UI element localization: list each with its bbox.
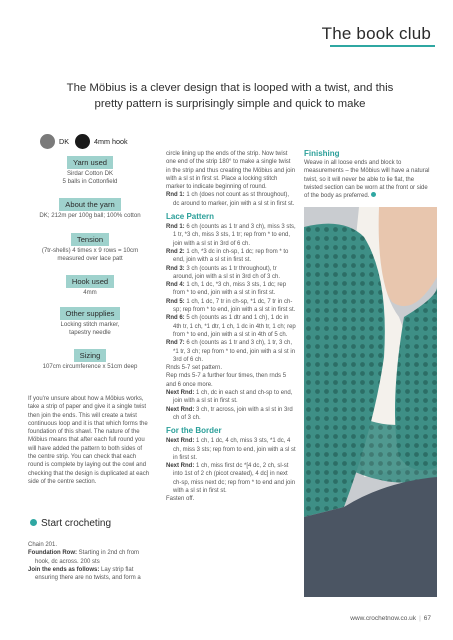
- page-title: The book club: [321, 24, 431, 43]
- sizing-text: 107cm circumference x 51cm deep: [42, 363, 138, 370]
- lace-round: Rnd 1: 6 ch (counts as 1 tr and 3 ch), miss 3 sts, 1 tr, *3 ch, miss 3 sts, 1 tr; rep from * to end, join with a sl st in 3rd of 6 ch.: [166, 224, 296, 247]
- level-label: DK: [59, 137, 69, 146]
- lace-round: Rnd 7: 6 ch (counts as 1 tr and 3 ch), 1 tr, 3 ch, *1 tr, 3 ch; rep from * to end, join with a sl st in 3rd of 6 ch.: [166, 340, 296, 363]
- page-footer: www.crochetnow.co.uk | 67: [350, 615, 431, 622]
- yarn-used-text: Sirdar Cotton DK 5 balls in Cottonfield: [62, 170, 118, 186]
- lace-round: Rnd 3: 3 ch (counts as 1 tr throughout), tr around, join with a sl st in 3rd ch of 3 ch.: [166, 265, 281, 280]
- end-dot-icon: [371, 192, 376, 197]
- tension-heading: Tension: [28, 233, 152, 246]
- lace-pattern-heading: Lace Pattern: [166, 212, 215, 222]
- lace-round: Rnd 5: 1 ch, 1 dc, 7 tr in ch-sp, *1 dc, 7 tr in ch-sp; rep from * to end, join with a sl st in first st.: [166, 298, 296, 314]
- border-heading: For the Border: [166, 426, 222, 436]
- finishing-heading: Finishing: [304, 149, 340, 158]
- start-crocheting-body: Chain 201. Foundation Row: Starting in 2nd ch from hook, dc across. 200 sts Join the ends as follows: Lay strip flat ensuring there are no twists, and form a: [28, 542, 141, 582]
- finishing-text: Weave in all loose ends and block to measurements – the Möbius will have a natural twist, so it will never be able to lie flat, the twisted section can be worn at the front or side of the body as preferred.: [304, 160, 430, 200]
- about-yarn-text: DK; 212m per 100g ball; 100% cotton: [39, 212, 141, 219]
- other-supplies-heading: Other supplies: [28, 307, 152, 320]
- lace-round: Rnd 2: 1 ch, *3 dc in ch-sp, 1 dc; rep from * to end, join with a sl st in first st.: [166, 248, 289, 264]
- bullet-dot-icon: [30, 519, 37, 526]
- yarn-ball-icon: [40, 134, 55, 149]
- start-crocheting-heading: Start crocheting: [30, 518, 111, 529]
- yarn-used-heading: Yarn used: [28, 156, 152, 169]
- about-yarn-heading: About the yarn: [28, 198, 152, 211]
- mobius-tip: If you're unsure about how a Möbius works, take a strip of paper and give it a single twist then join the ends. This will create a twist continuous loop and it is that which forms the foundation of this shawl. The nature of the Möbius means that after each full round you will have added the pattern to both sides of the centre strip. You can check that each round is complete by laying out the cowl and checking that the design is duplicated at each side of the centre section.: [28, 396, 150, 485]
- model-wearing-shawl-illustration: [304, 207, 437, 597]
- pattern-instructions: circle lining up the ends of the strip. Now twist one end of the strip 180° to make a single twist in the strip and thus creating the Möbius and join with a sl st in first st. Place a locking stitch marker to indicate beginning of round. Rnd 1: 1 ch (does not count as st throughout), dc around to marker, join with a sl st in first st. Lace Pattern Rnd 1: 6 ch (counts as 1 tr and 3 ch), miss 3 sts, 1 tr, *3 ch, miss 3 sts, 1 tr; rep from * to end, join with a sl st in 3rd of 6 ch. Rnd 2: 1 ch, *3 dc in ch-sp, 1 dc; rep from * to end, join with a sl st in first st. Rnd 3: 3 ch (counts as 1 tr throughout), tr around, join with a sl st in 3rd ch of 3 ch. Rnd 4: 1 ch, 1 dc, *3 ch, miss 3 sts, 1 dc; rep from * to end, join with a sl st in first st. Rnd 5: 1 ch, 1 dc, 7 tr in ch-sp, *1 dc, 7 tr in ch-sp; rep from * to end, join with a sl st in first st. Rnd 6: 5 ch (counts as 1 dtr and 1 ch), 1 dc in 4th tr, 1 ch, *1 dtr, 1 ch, 1 dc in 4th tr, 1 ch; rep from * to end, join with a sl st in 4th of 5 ch. Rnd 7: 6 ch (counts as 1 tr and 3 ch), 1 tr, 3 ch, *1 tr, 3 ch; rep from * to end, join with a sl st in 3rd of 6 ch. Rnds 5-7 set pattern. Rep rnds 5-7 a further four times, then rnds 5 and 6 once more. Next Rnd: 1 ch, dc in each st and ch-sp to end, join with a sl st in first st. Next Rnd: 3 ch, tr across, join with a sl st in 3rd ch of 3 ch. For the Border Next Rnd: 1 ch, 1 dc, 4 ch, miss 3 sts, *1 dc, 4 ch, miss 3 sts; rep from to end, join with a sl st in first st. Next Rnd: 1 ch, miss first dc *[4 dc, 2 ch, sl-st into 1st of 2 ch (picot created), 4 dc] in next ch-sp, miss next dc; rep from * to end and join with a sl st in first st. Fasten off.: [166, 151, 296, 503]
- sizing-heading: Sizing: [28, 349, 152, 362]
- lace-round: Rnd 6: 5 ch (counts as 1 dtr and 1 ch), 1 dc in 4th tr, 1 ch, *1 dtr, 1 ch, 1 dc in 4th tr, 1 ch; rep from * to end, join with a sl st in 4th of 5 ch.: [166, 315, 296, 338]
- header-rule: [330, 45, 435, 47]
- page-number: 67: [423, 615, 431, 622]
- other-supplies-text: Locking stitch marker, tapestry needle: [60, 321, 120, 337]
- lace-round: Rnd 4: 1 ch, 1 dc, *3 ch, miss 3 sts, 1 dc; rep from * to end, join with a sl st in first st.: [166, 282, 287, 297]
- hook-used-text: 4mm: [83, 289, 97, 296]
- shawl-photo: [304, 207, 437, 597]
- hook-used-heading: Hook used: [28, 275, 152, 288]
- lace-rounds: [166, 223, 296, 364]
- intro-standfirst: The Möbius is a clever design that is looped with a twist, and this pretty pattern is surprisingly simple and quick to make: [66, 82, 394, 110]
- tension-text: (7tr-shells) 4 times x 9 rows = 10cm measured over lace patt: [41, 247, 139, 263]
- meta-row: [40, 134, 160, 150]
- hook-label: 4mm hook: [94, 137, 128, 146]
- footer-url[interactable]: www.crochetnow.co.uk: [350, 615, 417, 622]
- hook-icon: [75, 134, 90, 149]
